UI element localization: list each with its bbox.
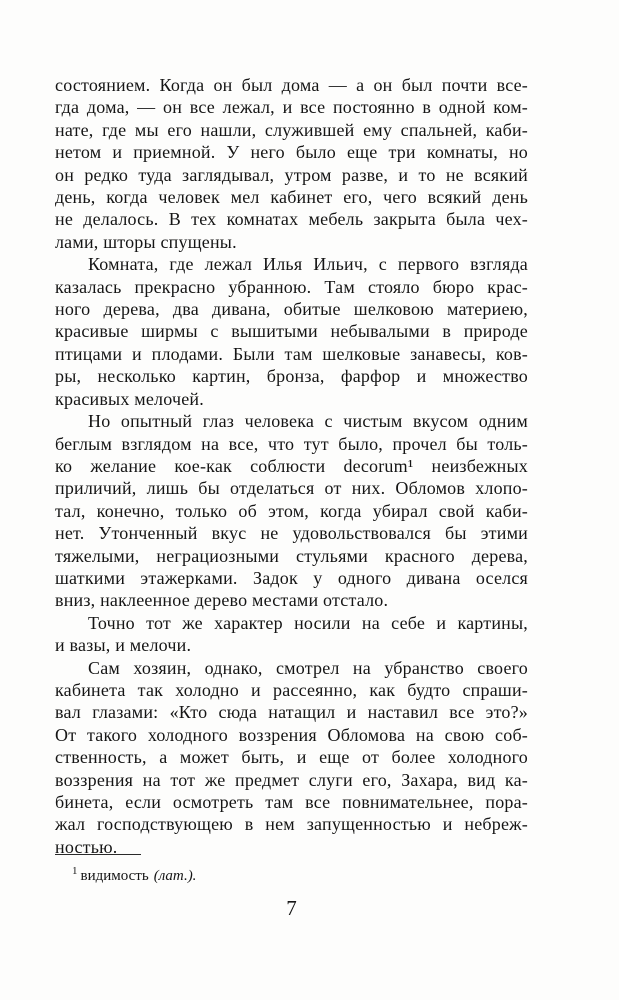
text-line: красивые ширмы с вышитыми небывалыми в природе bbox=[55, 321, 528, 342]
footnote-marker: 1 bbox=[72, 865, 78, 877]
text-line: ры, несколько картин, бронза, фарфор и множество bbox=[55, 366, 528, 387]
text-line: Сам хозяин, однако, смотрел на убранство своего bbox=[88, 657, 528, 678]
text-line: шаткими этажерками. Задок у одного дивана оселся bbox=[55, 567, 528, 588]
text-line: тяжелыми, неграциозными стульями красного дерева, bbox=[55, 545, 528, 566]
text-line: птицами и плодами. Были там шелковые занавесы, ков- bbox=[55, 343, 528, 364]
text-line: тал, конечно, только об этом, когда убирал свой каби- bbox=[55, 500, 528, 521]
text-line: беглым взглядом на все, что тут было, прочел бы толь- bbox=[55, 433, 528, 454]
text-line: Но опытный глаз человека с чистым вкусом одним bbox=[88, 411, 528, 432]
text-line: ностью. bbox=[55, 836, 118, 857]
text-line: ко желание кое-как соблюсти decorum¹ неизбежных bbox=[55, 455, 528, 476]
page-number: 7 bbox=[286, 896, 297, 920]
text-line: гда дома, — он все лежал, и все постоянно в одной ком- bbox=[55, 97, 528, 118]
text-line: бинета, если осмотреть там все повнимательнее, пора- bbox=[55, 792, 528, 812]
text-line: и вазы, и мелочи. bbox=[55, 635, 192, 656]
footnote-separator bbox=[55, 854, 141, 855]
text-line: жал господствующею в нем запущенностью и небреж- bbox=[55, 814, 528, 835]
footnote-language-note: (лат.). bbox=[153, 868, 197, 884]
text-line: красивых мелочей. bbox=[55, 388, 204, 409]
text-line: нетом и приемной. У него было еще три комнаты, но bbox=[55, 142, 528, 163]
text-line: казалась прекрасно убранною. Там стояло бюро крас- bbox=[55, 276, 528, 297]
text-line: он редко туда заглядывал, утром разве, и то не всякий bbox=[55, 164, 528, 185]
text-line: Точно тот же характер носили на себе и картины, bbox=[88, 612, 528, 633]
body-text bbox=[55, 74, 528, 858]
text-line: воззрения на тот же предмет слуги его, Захара, вид ка- bbox=[55, 769, 528, 790]
footnote bbox=[55, 866, 528, 886]
text-line: вниз, наклеенное дерево местами отстало. bbox=[55, 590, 389, 611]
text-line: приличий, лишь бы отделаться от них. Обломов хлопо- bbox=[55, 478, 528, 499]
text-line: нет. Утонченный вкус не удовольствовался бы этими bbox=[55, 523, 528, 544]
text-line: нате, где мы его нашли, служившей ему спальней, каби- bbox=[55, 119, 528, 140]
text-line: не делалось. В тех комнатах мебель закрыта была чех- bbox=[55, 209, 528, 230]
text-line: лами, шторы спущены. bbox=[55, 231, 237, 252]
text-line: кабинета так холодно и рассеянно, как будто спраши- bbox=[55, 679, 528, 700]
text-line: ного дерева, два дивана, обитые шелковою материею, bbox=[55, 299, 528, 320]
text-line: вал глазами: «Кто сюда натащил и наставил все это?» bbox=[55, 702, 528, 723]
footnote-word: видимость bbox=[80, 868, 149, 884]
text-line: ственность, а может быть, и еще от более холодного bbox=[55, 747, 528, 768]
text-line: состоянием. Когда он был дома — а он был почти все- bbox=[55, 75, 528, 95]
text-line: Комната, где лежал Илья Ильич, с первого взгляда bbox=[88, 254, 528, 275]
text-line: день, когда человек мел кабинет его, чего всякий день bbox=[55, 187, 528, 208]
text-line: От такого холодного воззрения Обломова на свою соб- bbox=[55, 724, 528, 745]
